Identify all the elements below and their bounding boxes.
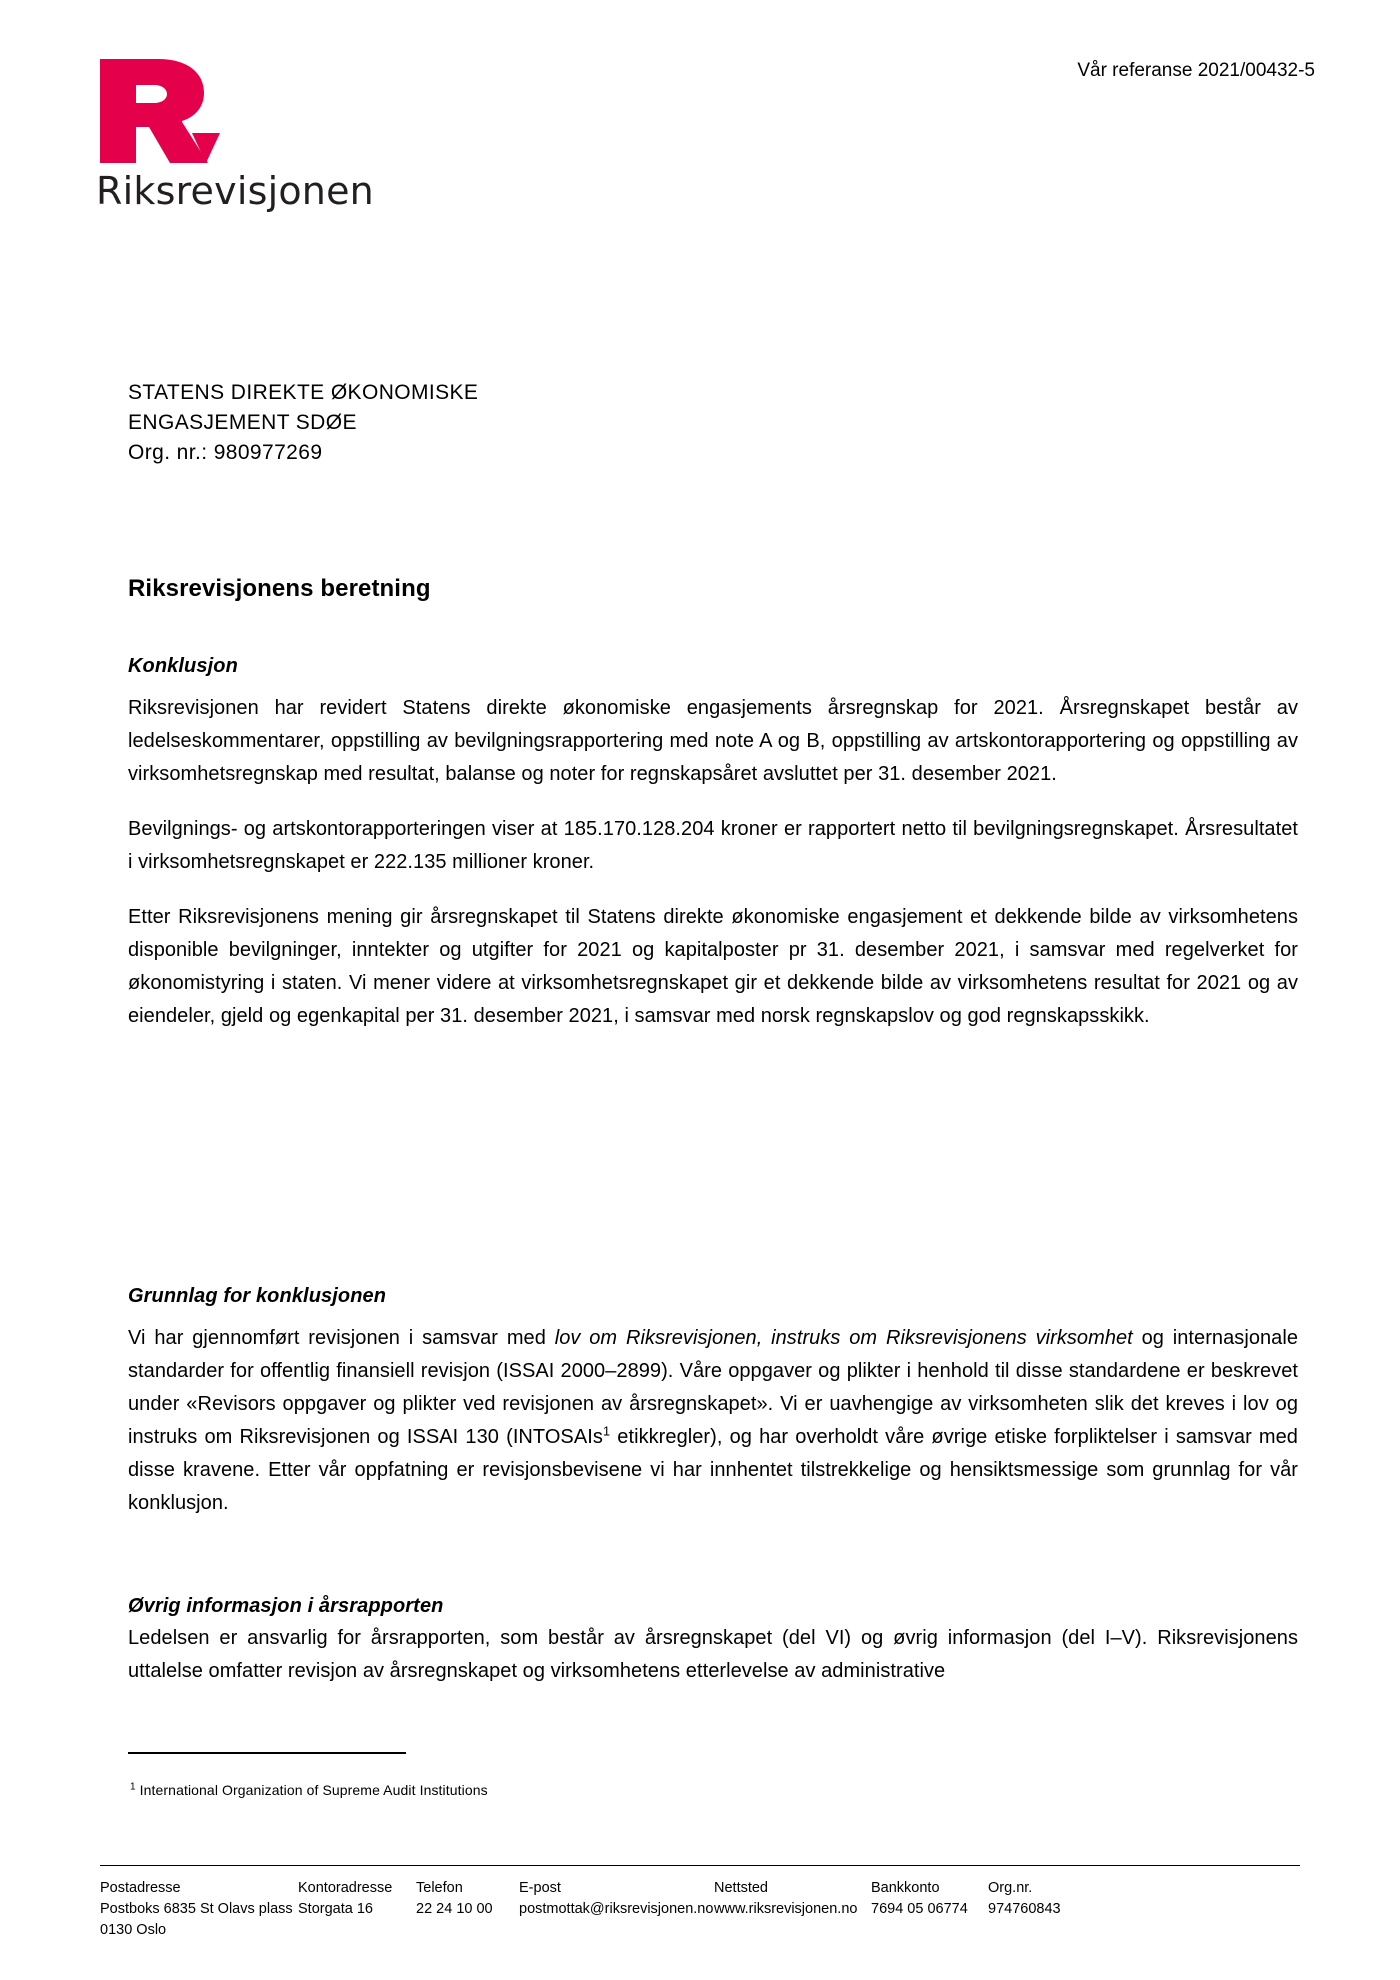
footer-separator <box>100 1865 1300 1866</box>
konklusjon-paragraph-3: Etter Riksrevisjonens mening gir årsregnskapet til Statens direkte økonomiske engasjement et dekkende bilde av virksomhetens disponible bevilgninger, inntekter og utgifter for 2021 og kapitalposter pr 31. desember 2021, i samsvar med regelverket for økonomistyring i staten. Vi mener videre at virksomhetsregnskapet gir et dekkende bilde av virksomhetens resultat for 2021 og av eiendeler, gjeld og egenkapital per 31. desember 2021, i samsvar med norsk regnskapslov og god regnskapsskikk. <box>128 906 1298 1027</box>
document-reference: Vår referanse 2021/00432-5 <box>1077 60 1315 81</box>
addressee-line-2: ENGASJEMENT SDØE <box>128 411 357 434</box>
footer-column-postadresse <box>100 1878 298 1941</box>
grunnlag-text-part-2: og internasjonale standarder for offentlig finansiell revisjon (ISSAI 2000–2899). Våre oppgaver og plikter i henhold til disse standardene er beskrevet under «Revisors oppgaver og plikter ved revisjonen av årsregnskapet». Vi er uavhengige av virksomheten slik det kreves i lov og instruks om Riksrevisjonen og ISSAI 130 (INTOSAIs <box>128 1327 1298 1448</box>
section-konklusjon <box>128 655 1298 1033</box>
footer-column-telefon <box>416 1878 519 1920</box>
footer-head-epost: E-post <box>519 1880 561 1896</box>
footer-value-telefon: 22 24 10 00 <box>416 1901 493 1917</box>
page-footer <box>100 1878 1310 1941</box>
footnote-marker-1: 1 <box>602 1423 611 1439</box>
footer-head-telefon: Telefon <box>416 1880 463 1896</box>
footnote-separator <box>128 1752 406 1754</box>
footer-column-kontoradresse <box>298 1878 416 1920</box>
addressee-block <box>128 378 478 468</box>
riksrevisjonen-logo <box>96 55 516 213</box>
grunnlag-paragraph-1 <box>128 1322 1298 1520</box>
grunnlag-law-reference: lov om Riksrevisjonen, instruks om Riksrevisjonens virksomhet <box>554 1327 1133 1349</box>
footer-head-bankkonto: Bankkonto <box>871 1880 940 1896</box>
riksrevisjonen-r-logo-icon <box>96 55 246 160</box>
addressee-org-number: Org. nr.: 980977269 <box>128 441 323 464</box>
page-header <box>0 0 1400 300</box>
footnote-number: 1 <box>130 1781 136 1793</box>
footer-value-bankkonto: 7694 05 06774 <box>871 1901 968 1917</box>
footer-value-kontoradresse: Storgata 16 <box>298 1901 373 1917</box>
footer-value-epost: postmottak@riksrevisjonen.no <box>519 1901 714 1917</box>
heading-grunnlag: Grunnlag for konklusjonen <box>128 1285 387 1307</box>
footer-value-orgnr: 974760843 <box>988 1901 1061 1917</box>
heading-ovrig-informasjon: Øvrig informasjon i årsrapporten <box>128 1595 444 1617</box>
footer-head-kontoradresse: Kontoradresse <box>298 1880 393 1896</box>
section-ovrig-informasjon <box>128 1595 1298 1688</box>
footnote-1 <box>130 1782 488 1798</box>
footer-column-orgnr <box>988 1878 1071 1920</box>
footer-column-epost <box>519 1878 714 1920</box>
addressee-line-1: STATENS DIREKTE ØKONOMISKE <box>128 381 479 404</box>
footer-column-nettsted <box>714 1878 871 1920</box>
grunnlag-text-part-3: etikkregler), og har overholdt våre øvrige etiske forpliktelser i samsvar med disse kravene. Etter vår oppfatning er revisjonsbevisene vi har innhentet tilstrekkelige og hensiktsmessige som grunnlag for vår konklusjon. <box>128 1426 1298 1514</box>
footer-head-nettsted: Nettsted <box>714 1880 768 1896</box>
page-title: Riksrevisjonens beretning <box>128 575 431 602</box>
footer-value-postadresse-1: Postboks 6835 St Olavs plass <box>100 1901 293 1917</box>
konklusjon-paragraph-2: Bevilgnings- og artskontorapporteringen viser at 185.170.128.204 kroner er rapportert netto til bevilgningsregnskapet. Årsresultatet i virksomhetsregnskapet er 222.135 millioner kroner. <box>128 818 1298 873</box>
section-grunnlag <box>128 1285 1298 1520</box>
footer-head-postadresse: Postadresse <box>100 1880 181 1896</box>
grunnlag-text-part-1: Vi har gjennomført revisjonen i samsvar med <box>128 1327 555 1349</box>
footer-column-bankkonto <box>871 1878 988 1920</box>
footnote-text: International Organization of Supreme Audit Institutions <box>139 1782 488 1798</box>
konklusjon-paragraph-1: Riksrevisjonen har revidert Statens direkte økonomiske engasjements årsregnskap for 2021. Årsregnskapet består av ledelseskommentarer, oppstilling av bevilgningsrapportering med note A og B, oppstilling av artskontorapportering og oppstilling av virksomhetsregnskap med resultat, balanse og noter for regnskapsåret avsluttet per 31. desember 2021. <box>128 697 1298 785</box>
footer-value-nettsted: www.riksrevisjonen.no <box>714 1901 858 1917</box>
logo-wordmark: Riksrevisjonen <box>96 169 374 213</box>
footer-value-postadresse-2: 0130 Oslo <box>100 1922 167 1938</box>
footer-head-orgnr: Org.nr. <box>988 1880 1033 1896</box>
heading-konklusjon: Konklusjon <box>128 655 238 677</box>
ovrig-paragraph-1: Ledelsen er ansvarlig for årsrapporten, som består av årsregnskapet (del VI) og øvrig informasjon (del I–V). Riksrevisjonens uttalelse omfatter revisjon av årsregnskapet og virksomhetens etterlevelse av administrative <box>128 1627 1298 1682</box>
